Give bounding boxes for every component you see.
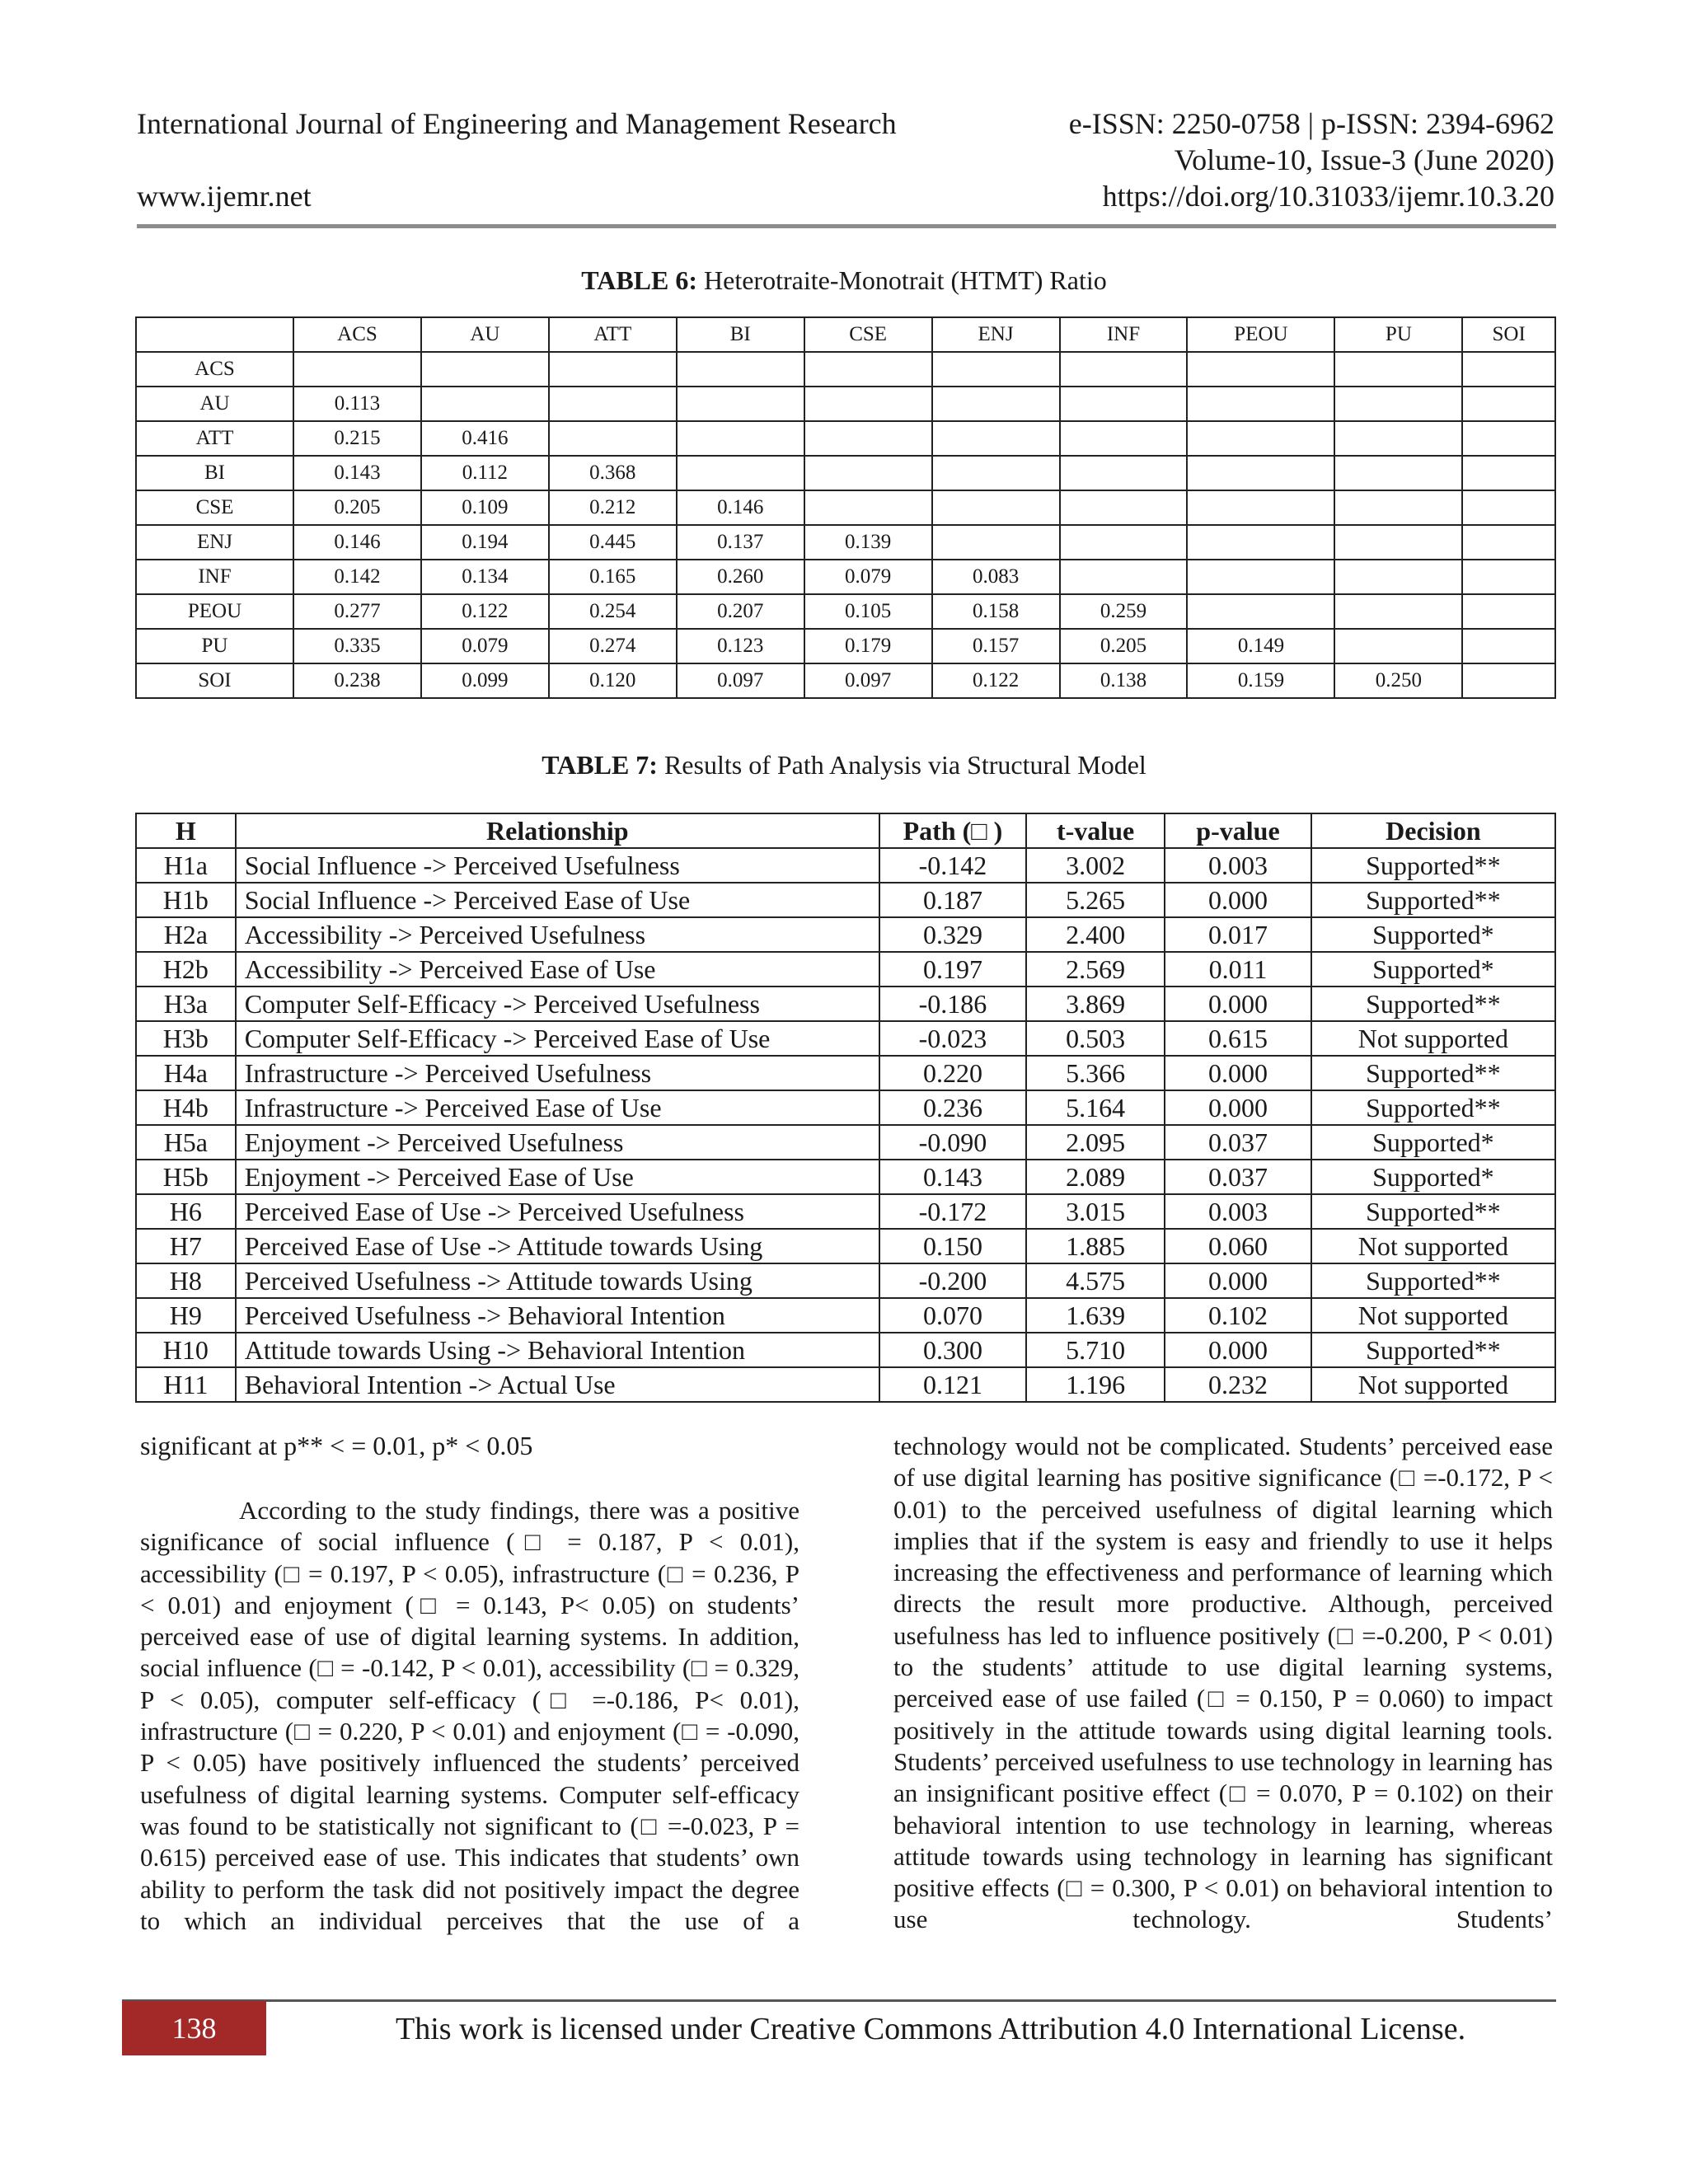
htmt-cell xyxy=(1060,352,1188,387)
issn: e-ISSN: 2250-0758 | p-ISSN: 2394-6962 xyxy=(1068,107,1554,140)
htmt-row xyxy=(136,490,1555,525)
htmt-cell xyxy=(677,456,804,490)
doi-link[interactable]: https://doi.org/10.31033/ijemr.10.3.20 xyxy=(1102,180,1554,213)
htmt-column-header: ATT xyxy=(549,317,677,352)
stat-value: 0.197 xyxy=(879,952,1026,987)
hypothesis-id: H1b xyxy=(136,883,236,917)
htmt-cell: 0.194 xyxy=(421,525,549,560)
table-row xyxy=(136,1229,1555,1263)
hypothesis-id: H9 xyxy=(136,1298,236,1333)
relationship: Behavioral Intention -> Actual Use xyxy=(236,1367,879,1402)
page-number: 138 xyxy=(122,2001,266,2055)
table7-label: TABLE 7: xyxy=(542,750,658,780)
htmt-cell xyxy=(421,352,549,387)
hypothesis-id: H8 xyxy=(136,1263,236,1298)
hypothesis-id: H4a xyxy=(136,1056,236,1090)
body-column-left xyxy=(140,1495,799,1937)
relationship: Infrastructure -> Perceived Ease of Use xyxy=(236,1090,879,1125)
stat-value: 0.329 xyxy=(879,917,1026,952)
footer-divider xyxy=(122,1999,1556,2002)
stat-value: -0.142 xyxy=(879,848,1026,883)
decision: Supported** xyxy=(1311,987,1555,1021)
stat-value: 0.102 xyxy=(1165,1298,1311,1333)
path-table-header: t-value xyxy=(1026,813,1165,848)
decision: Not supported xyxy=(1311,1229,1555,1263)
stat-value: 2.089 xyxy=(1026,1160,1165,1194)
decision: Supported** xyxy=(1311,883,1555,917)
htmt-cell xyxy=(549,421,677,456)
path-table-header: Relationship xyxy=(236,813,879,848)
htmt-cell: 0.139 xyxy=(804,525,932,560)
decision: Supported** xyxy=(1311,1194,1555,1229)
table6-caption xyxy=(0,265,1688,296)
hypothesis-id: H10 xyxy=(136,1333,236,1367)
path-table-header: Path (□ ) xyxy=(879,813,1026,848)
decision: Supported* xyxy=(1311,917,1555,952)
table-row xyxy=(136,1125,1555,1160)
htmt-column-header: PEOU xyxy=(1187,317,1334,352)
relationship: Enjoyment -> Perceived Ease of Use xyxy=(236,1160,879,1194)
htmt-row-header: AU xyxy=(136,387,293,421)
stat-value: 3.002 xyxy=(1026,848,1165,883)
table-row xyxy=(136,848,1555,883)
htmt-column-header: SOI xyxy=(1462,317,1555,352)
htmt-column-header: PU xyxy=(1334,317,1462,352)
stat-value: -0.172 xyxy=(879,1194,1026,1229)
htmt-row xyxy=(136,629,1555,663)
stat-value: 1.885 xyxy=(1026,1229,1165,1263)
htmt-cell: 0.368 xyxy=(549,456,677,490)
htmt-cell: 0.113 xyxy=(293,387,421,421)
stat-value: 0.220 xyxy=(879,1056,1026,1090)
hypothesis-id: H7 xyxy=(136,1229,236,1263)
htmt-cell xyxy=(1462,560,1555,594)
htmt-cell xyxy=(1462,629,1555,663)
volume: Volume-10, Issue-3 (June 2020) xyxy=(1174,143,1554,176)
htmt-cell xyxy=(1334,421,1462,456)
table-row xyxy=(136,883,1555,917)
htmt-cell xyxy=(1462,594,1555,629)
htmt-cell xyxy=(1462,387,1555,421)
htmt-cell: 0.157 xyxy=(932,629,1060,663)
htmt-cell xyxy=(1187,490,1334,525)
htmt-cell: 0.416 xyxy=(421,421,549,456)
htmt-cell: 0.083 xyxy=(932,560,1060,594)
htmt-cell: 0.335 xyxy=(293,629,421,663)
htmt-cell: 0.137 xyxy=(677,525,804,560)
stat-value: 5.710 xyxy=(1026,1333,1165,1367)
relationship: Perceived Usefulness -> Attitude towards Using xyxy=(236,1263,879,1298)
stat-value: 0.003 xyxy=(1165,848,1311,883)
htmt-column-header: INF xyxy=(1060,317,1188,352)
relationship: Infrastructure -> Perceived Usefulness xyxy=(236,1056,879,1090)
table6-label: TABLE 6: xyxy=(581,265,698,295)
htmt-row-header: ATT xyxy=(136,421,293,456)
decision: Not supported xyxy=(1311,1298,1555,1333)
stat-value: 0.017 xyxy=(1165,917,1311,952)
htmt-row-header: PU xyxy=(136,629,293,663)
stat-value: 0.143 xyxy=(879,1160,1026,1194)
htmt-cell xyxy=(1462,421,1555,456)
htmt-cell xyxy=(421,387,549,421)
htmt-column-header: ACS xyxy=(293,317,421,352)
stat-value: 0.187 xyxy=(879,883,1026,917)
htmt-cell xyxy=(1334,594,1462,629)
htmt-cell xyxy=(1060,456,1188,490)
decision: Supported** xyxy=(1311,1263,1555,1298)
hypothesis-id: H2b xyxy=(136,952,236,987)
stat-value: 0.121 xyxy=(879,1367,1026,1402)
htmt-cell xyxy=(1060,421,1188,456)
htmt-cell xyxy=(1334,456,1462,490)
htmt-row-header: SOI xyxy=(136,663,293,698)
htmt-cell xyxy=(1187,525,1334,560)
relationship: Enjoyment -> Perceived Usefulness xyxy=(236,1125,879,1160)
table-row xyxy=(136,1090,1555,1125)
hypothesis-id: H5a xyxy=(136,1125,236,1160)
htmt-cell: 0.179 xyxy=(804,629,932,663)
htmt-cell xyxy=(804,352,932,387)
stat-value: 2.400 xyxy=(1026,917,1165,952)
htmt-cell: 0.079 xyxy=(804,560,932,594)
decision: Supported** xyxy=(1311,848,1555,883)
relationship: Computer Self-Efficacy -> Perceived Ease of Use xyxy=(236,1021,879,1056)
stat-value: 4.575 xyxy=(1026,1263,1165,1298)
relationship: Accessibility -> Perceived Usefulness xyxy=(236,917,879,952)
table-row xyxy=(136,952,1555,987)
htmt-cell xyxy=(1187,594,1334,629)
htmt-cell xyxy=(1334,490,1462,525)
significance-note: significant at p** < = 0.01, p* < 0.05 xyxy=(140,1431,533,1460)
htmt-cell: 0.134 xyxy=(421,560,549,594)
table-row xyxy=(136,1021,1555,1056)
htmt-cell xyxy=(1334,560,1462,594)
htmt-cell: 0.159 xyxy=(1187,663,1334,698)
htmt-row-header: INF xyxy=(136,560,293,594)
htmt-cell: 0.146 xyxy=(677,490,804,525)
htmt-cell xyxy=(932,352,1060,387)
htmt-column-header: ENJ xyxy=(932,317,1060,352)
htmt-cell: 0.097 xyxy=(677,663,804,698)
htmt-cell: 0.146 xyxy=(293,525,421,560)
stat-value: 2.095 xyxy=(1026,1125,1165,1160)
decision: Supported** xyxy=(1311,1056,1555,1090)
htmt-cell xyxy=(804,490,932,525)
htmt-cell: 0.205 xyxy=(293,490,421,525)
license-text: This work is licensed under Creative Commons Attribution 4.0 International License. xyxy=(396,2012,1466,2046)
table-row xyxy=(136,1333,1555,1367)
stat-value: 0.503 xyxy=(1026,1021,1165,1056)
hypothesis-id: H4b xyxy=(136,1090,236,1125)
hypothesis-id: H6 xyxy=(136,1194,236,1229)
decision: Supported* xyxy=(1311,1125,1555,1160)
htmt-cell xyxy=(1187,352,1334,387)
htmt-cell xyxy=(293,352,421,387)
htmt-cell xyxy=(932,456,1060,490)
header-divider xyxy=(137,224,1556,228)
htmt-cell: 0.238 xyxy=(293,663,421,698)
table-row xyxy=(136,917,1555,952)
htmt-cell xyxy=(1187,421,1334,456)
htmt-column-header: BI xyxy=(677,317,804,352)
website-link[interactable]: www.ijemr.net xyxy=(137,180,312,213)
journal-name: International Journal of Engineering and Management Research xyxy=(137,107,897,140)
hypothesis-id: H5b xyxy=(136,1160,236,1194)
htmt-cell xyxy=(1187,560,1334,594)
stat-value: 0.150 xyxy=(879,1229,1026,1263)
relationship: Social Influence -> Perceived Usefulness xyxy=(236,848,879,883)
stat-value: 0.037 xyxy=(1165,1125,1311,1160)
htmt-row xyxy=(136,352,1555,387)
table-row xyxy=(136,1160,1555,1194)
decision: Supported* xyxy=(1311,1160,1555,1194)
table-row xyxy=(136,1263,1555,1298)
table7-title: Results of Path Analysis via Structural Model xyxy=(657,750,1146,780)
decision: Not supported xyxy=(1311,1021,1555,1056)
htmt-cell xyxy=(1334,525,1462,560)
stat-value: 0.000 xyxy=(1165,1263,1311,1298)
htmt-cell xyxy=(1462,525,1555,560)
stat-value: 5.164 xyxy=(1026,1090,1165,1125)
htmt-cell: 0.143 xyxy=(293,456,421,490)
stat-value: 0.000 xyxy=(1165,1090,1311,1125)
stat-value: 0.300 xyxy=(879,1333,1026,1367)
htmt-cell xyxy=(1060,490,1188,525)
htmt-row-header: BI xyxy=(136,456,293,490)
table-row xyxy=(136,1194,1555,1229)
htmt-cell: 0.207 xyxy=(677,594,804,629)
htmt-cell xyxy=(804,421,932,456)
stat-value: -0.023 xyxy=(879,1021,1026,1056)
table-row xyxy=(136,1298,1555,1333)
htmt-cell: 0.254 xyxy=(549,594,677,629)
htmt-cell: 0.205 xyxy=(1060,629,1188,663)
stat-value: 0.000 xyxy=(1165,883,1311,917)
stat-value: 0.236 xyxy=(879,1090,1026,1125)
htmt-cell xyxy=(932,525,1060,560)
htmt-cell xyxy=(804,456,932,490)
htmt-cell: 0.138 xyxy=(1060,663,1188,698)
stat-value: 0.615 xyxy=(1165,1021,1311,1056)
htmt-cell: 0.122 xyxy=(932,663,1060,698)
htmt-cell: 0.099 xyxy=(421,663,549,698)
htmt-cell: 0.120 xyxy=(549,663,677,698)
htmt-cell xyxy=(549,387,677,421)
path-table-header: Decision xyxy=(1311,813,1555,848)
htmt-cell: 0.142 xyxy=(293,560,421,594)
htmt-cell: 0.260 xyxy=(677,560,804,594)
htmt-row xyxy=(136,560,1555,594)
htmt-cell xyxy=(677,387,804,421)
left-paragraph: According to the study findings, there was a positive significance of social influence (□ = 0.187, P < 0.01), accessibility (□ = 0.197, P < 0.05), infrastructure (□ = 0.236, P < 0.01) and enjoyment (□ = 0.143, P< 0.05) on students’ perceived ease of use of digital learning systems. In addition, social influence (□ = -0.142, P < 0.01), accessibility (□ = 0.329, P < 0.05), computer self-efficacy (□ =-0.186, P< 0.01), infrastructure (□ = 0.220, P < 0.01) and enjoyment (□ = -0.090, P < 0.05) have positively influenced the students’ perceived usefulness of digital learning systems. Computer self-efficacy was found to be statistically not significant to (□ =-0.023, P = 0.615) perceived ease of use. This indicates that students’ own ability to perform the task did not positively impact the degree to which an individual perceives that the use of a xyxy=(140,1496,799,1935)
decision: Supported** xyxy=(1311,1333,1555,1367)
body-column-right xyxy=(893,1431,1553,1936)
htmt-cell xyxy=(549,352,677,387)
stat-value: 1.639 xyxy=(1026,1298,1165,1333)
table7-caption xyxy=(0,750,1688,780)
relationship: Attitude towards Using -> Behavioral Intention xyxy=(236,1333,879,1367)
stat-value: 3.015 xyxy=(1026,1194,1165,1229)
hypothesis-id: H3b xyxy=(136,1021,236,1056)
htmt-cell: 0.122 xyxy=(421,594,549,629)
stat-value: -0.200 xyxy=(879,1263,1026,1298)
stat-value: 3.869 xyxy=(1026,987,1165,1021)
htmt-row xyxy=(136,421,1555,456)
stat-value: 0.037 xyxy=(1165,1160,1311,1194)
right-paragraph: technology would not be complicated. Students’ perceived ease of use digital learning has positive significance (□ =-0.172, P < 0.01) to the perceived usefulness of digital learning which implies that if the system is easy and friendly to use it helps increasing the effectiveness and performance of learning which directs the result more productive. Although, perceived usefulness has led to influence positively (□ =-0.200, P < 0.01) to the students’ attitude to use digital learning systems, perceived ease of use failed (□ = 0.150, P = 0.060) to impact positively in the attitude towards using digital learning tools. Students’ perceived usefulness to use technology in learning has an insignificant positive effect (□ = 0.070, P = 0.102) on their behavioral intention to use technology in learning, whereas attitude towards using technology in learning has significant positive effects (□ = 0.300, P < 0.01) on behavioral intention to use technology. Students’ xyxy=(893,1432,1553,1934)
htmt-cell xyxy=(1187,456,1334,490)
htmt-cell xyxy=(677,421,804,456)
stat-value: 0.000 xyxy=(1165,1056,1311,1090)
stat-value: 1.196 xyxy=(1026,1367,1165,1402)
htmt-cell xyxy=(1334,629,1462,663)
htmt-cell: 0.149 xyxy=(1187,629,1334,663)
stat-value: 0.060 xyxy=(1165,1229,1311,1263)
htmt-cell xyxy=(1334,352,1462,387)
stat-value: 0.000 xyxy=(1165,1333,1311,1367)
decision: Supported** xyxy=(1311,1090,1555,1125)
relationship: Computer Self-Efficacy -> Perceived Usefulness xyxy=(236,987,879,1021)
stat-value: -0.186 xyxy=(879,987,1026,1021)
htmt-cell xyxy=(932,387,1060,421)
htmt-row xyxy=(136,594,1555,629)
stat-value: 0.070 xyxy=(879,1298,1026,1333)
htmt-cell xyxy=(1060,525,1188,560)
htmt-cell: 0.250 xyxy=(1334,663,1462,698)
stat-value: 0.232 xyxy=(1165,1367,1311,1402)
htmt-cell xyxy=(1334,387,1462,421)
relationship: Social Influence -> Perceived Ease of Use xyxy=(236,883,879,917)
htmt-row xyxy=(136,525,1555,560)
htmt-cell: 0.277 xyxy=(293,594,421,629)
htmt-table xyxy=(135,316,1556,699)
htmt-cell: 0.105 xyxy=(804,594,932,629)
relationship: Accessibility -> Perceived Ease of Use xyxy=(236,952,879,987)
htmt-cell: 0.109 xyxy=(421,490,549,525)
stat-value: 5.366 xyxy=(1026,1056,1165,1090)
htmt-cell: 0.097 xyxy=(804,663,932,698)
htmt-cell: 0.123 xyxy=(677,629,804,663)
hypothesis-id: H3a xyxy=(136,987,236,1021)
relationship: Perceived Usefulness -> Behavioral Intention xyxy=(236,1298,879,1333)
htmt-cell xyxy=(1462,490,1555,525)
decision: Supported* xyxy=(1311,952,1555,987)
table-row xyxy=(136,987,1555,1021)
htmt-row-header: CSE xyxy=(136,490,293,525)
stat-value: 2.569 xyxy=(1026,952,1165,987)
htmt-row xyxy=(136,456,1555,490)
htmt-cell: 0.158 xyxy=(932,594,1060,629)
htmt-cell xyxy=(677,352,804,387)
stat-value: -0.090 xyxy=(879,1125,1026,1160)
relationship: Perceived Ease of Use -> Perceived Usefulness xyxy=(236,1194,879,1229)
page-header xyxy=(137,105,1554,214)
htmt-row-header: PEOU xyxy=(136,594,293,629)
table-row xyxy=(136,1367,1555,1402)
stat-value: 5.265 xyxy=(1026,883,1165,917)
hypothesis-id: H11 xyxy=(136,1367,236,1402)
htmt-cell: 0.215 xyxy=(293,421,421,456)
htmt-row-header: ACS xyxy=(136,352,293,387)
htmt-cell xyxy=(1462,456,1555,490)
htmt-cell: 0.165 xyxy=(549,560,677,594)
stat-value: 0.003 xyxy=(1165,1194,1311,1229)
stat-value: 0.000 xyxy=(1165,987,1311,1021)
htmt-cell xyxy=(1060,387,1188,421)
htmt-header-row xyxy=(136,317,1555,352)
htmt-cell xyxy=(1462,663,1555,698)
htmt-column-header: CSE xyxy=(804,317,932,352)
path-table-header: p-value xyxy=(1165,813,1311,848)
htmt-cell: 0.212 xyxy=(549,490,677,525)
htmt-cell xyxy=(804,387,932,421)
htmt-cell xyxy=(1462,352,1555,387)
decision: Not supported xyxy=(1311,1367,1555,1402)
htmt-row xyxy=(136,663,1555,698)
htmt-cell xyxy=(932,421,1060,456)
htmt-cell xyxy=(932,490,1060,525)
htmt-row xyxy=(136,387,1555,421)
path-analysis-table xyxy=(135,813,1556,1403)
htmt-cell: 0.274 xyxy=(549,629,677,663)
htmt-cell: 0.445 xyxy=(549,525,677,560)
hypothesis-id: H1a xyxy=(136,848,236,883)
hypothesis-id: H2a xyxy=(136,917,236,952)
table-row xyxy=(136,1056,1555,1090)
htmt-cell: 0.079 xyxy=(421,629,549,663)
htmt-column-header: AU xyxy=(421,317,549,352)
htmt-corner-cell xyxy=(136,317,293,352)
path-table-header: H xyxy=(136,813,236,848)
stat-value: 0.011 xyxy=(1165,952,1311,987)
htmt-cell xyxy=(1060,560,1188,594)
htmt-cell xyxy=(1187,387,1334,421)
relationship: Perceived Ease of Use -> Attitude towards Using xyxy=(236,1229,879,1263)
htmt-row-header: ENJ xyxy=(136,525,293,560)
htmt-cell: 0.259 xyxy=(1060,594,1188,629)
htmt-cell: 0.112 xyxy=(421,456,549,490)
table6-title: Heterotraite-Monotrait (HTMT) Ratio xyxy=(697,265,1107,295)
